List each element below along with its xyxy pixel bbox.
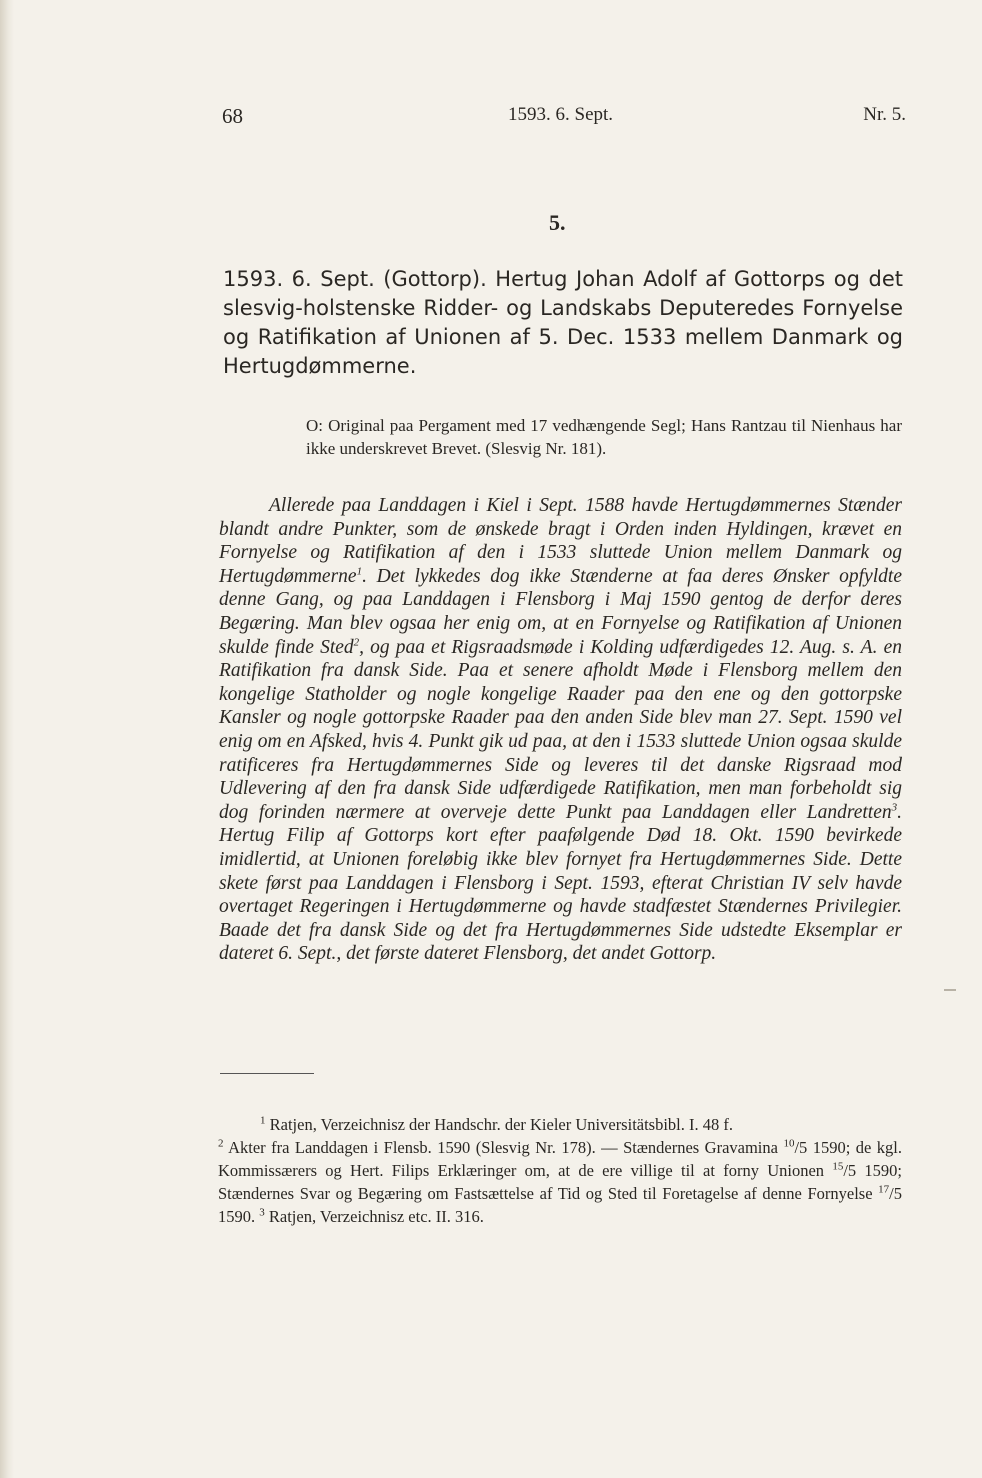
margin-mark bbox=[944, 989, 956, 991]
intro-text-3: , og paa et Rigsraadsmøde i Kolding udfærdigedes 12. Aug. s. A. en Ratifikation fra dansk Side. Paa et senere afholdt Møde i Flensborg mellem den kongelige Statholder og nogle kongelige Raader paa den ene og den gottorpske Kansler og nogle gottorpske Raader paa den anden Side blev man 27. Sept. 1590 vel enig om en Afsked, hvis 4. Punkt gik ud paa, at den i 1533 sluttede Union ogsaa skulde ratificeres fra Hertugdømmernes Side og leveres til det danske Rigsraad mod Udlevering af den fra dansk Side udfærdigede Ratifikation, men man forbeholdt sig dog forinden nærmere at overveje dette Punkt paa Landdagen eller Landretten bbox=[219, 636, 902, 823]
footnote-1-number: 1 bbox=[260, 1114, 266, 1127]
page-number: 68 bbox=[222, 104, 243, 128]
footnote-2-text-d: /5 1590. bbox=[218, 1184, 902, 1226]
footnote-1 bbox=[218, 1113, 902, 1136]
footnote-ref-3: 3 bbox=[891, 801, 898, 814]
footnote-3-number: 3 bbox=[259, 1206, 265, 1219]
page-header bbox=[222, 104, 906, 134]
footnote-2-fraction-2: 15 bbox=[832, 1160, 844, 1173]
introduction-paragraph bbox=[219, 494, 902, 966]
footnote-2-fraction-1: 10 bbox=[783, 1137, 795, 1150]
footnote-divider bbox=[220, 1073, 314, 1074]
footnote-2-number: 2 bbox=[218, 1137, 224, 1150]
running-head-date: 1593. 6. Sept. bbox=[508, 104, 614, 125]
page-binding-edge bbox=[0, 0, 14, 1478]
footnote-2-text-a: Akter fra Landdagen i Flensb. 1590 (Slesvig Nr. 178). — Stændernes Gravamina bbox=[228, 1138, 784, 1157]
intro-text-2: . Det lykkedes dog ikke Stænderne at faa deres Ønsker opfyldte denne Gang, og paa Landdagen i Flensborg i Maj 1590 gentog de derfor deres Begæring. Man blev ogsaa her enig om, at en Fornyelse og Ratifikation af Unionen skulde finde Sted bbox=[219, 565, 902, 658]
footnote-3-text: Ratjen, Verzeichnisz etc. II. 316. bbox=[264, 1207, 484, 1226]
footnote-2-text-c: /5 1590; Stændernes Svar og Begæring om Fastsættelse af Tid og Sted til Foretagelse af denne Fornyelse bbox=[218, 1161, 902, 1203]
footnote-ref-1: 1 bbox=[356, 565, 363, 578]
footnote-ref-2: 2 bbox=[353, 636, 360, 649]
running-head-number: Nr. 5. bbox=[863, 104, 906, 125]
footnotes bbox=[218, 1113, 902, 1228]
intro-text-4: . Hertug Filip af Gottorps kort efter paafølgende Død 18. Okt. 1590 bevirkede imidlertid, at Unionen foreløbig ikke blev fornyet fra Hertugdømmernes Side. Dette skete først paa Landdagen i Flensborg i Sept. 1593, efterat Christian IV selv havde overtaget Regeringen i Hertugdømmerne og havde stadfæstet Stændernes Privilegier. Baade det fra dansk Side og det fra Hertugdømmernes Side udstedte Eksemplar er dateret 6. Sept., det første dateret Flensborg, det andet Gottorp. bbox=[219, 801, 902, 965]
footnote-2 bbox=[218, 1136, 902, 1228]
document-number: 5. bbox=[549, 210, 566, 235]
intro-text-1: Allerede paa Landdagen i Kiel i Sept. 1588 havde Hertugdømmernes Stænder blandt andre Punkter, som de ønskede bragt i Orden inden Hyldingen, krævet en Fornyelse og Ratifikation af den i 1533 sluttede Union mellem Danmark og Hertugdømmerne bbox=[219, 495, 902, 587]
footnote-2-text-b: /5 1590; de kgl. Kommissærers og Hert. Filips Erklæringer om, at de ere villige til at forny Unionen bbox=[218, 1138, 903, 1180]
source-note: O: Original paa Pergament med 17 vedhængende Segl; Hans Rantzau til Nienhaus har ikke underskrevet Brevet. (Slesvig Nr. 181). bbox=[306, 416, 902, 458]
document-title: 1593. 6. Sept. (Gottorp). Hertug Johan Adolf af Gottorps og det slesvig-holstenske Ridder- og Landskabs Deputeredes Fornyelse og Ratifikation af Unionen af 5. Dec. 1533 mellem Danmark og Hertugdømmerne. bbox=[223, 267, 903, 378]
footnote-2-fraction-3: 17 bbox=[878, 1183, 890, 1196]
footnote-1-text: Ratjen, Verzeichnisz der Handschr. der Kieler Universitätsbibl. I. 48 f. bbox=[269, 1115, 734, 1134]
